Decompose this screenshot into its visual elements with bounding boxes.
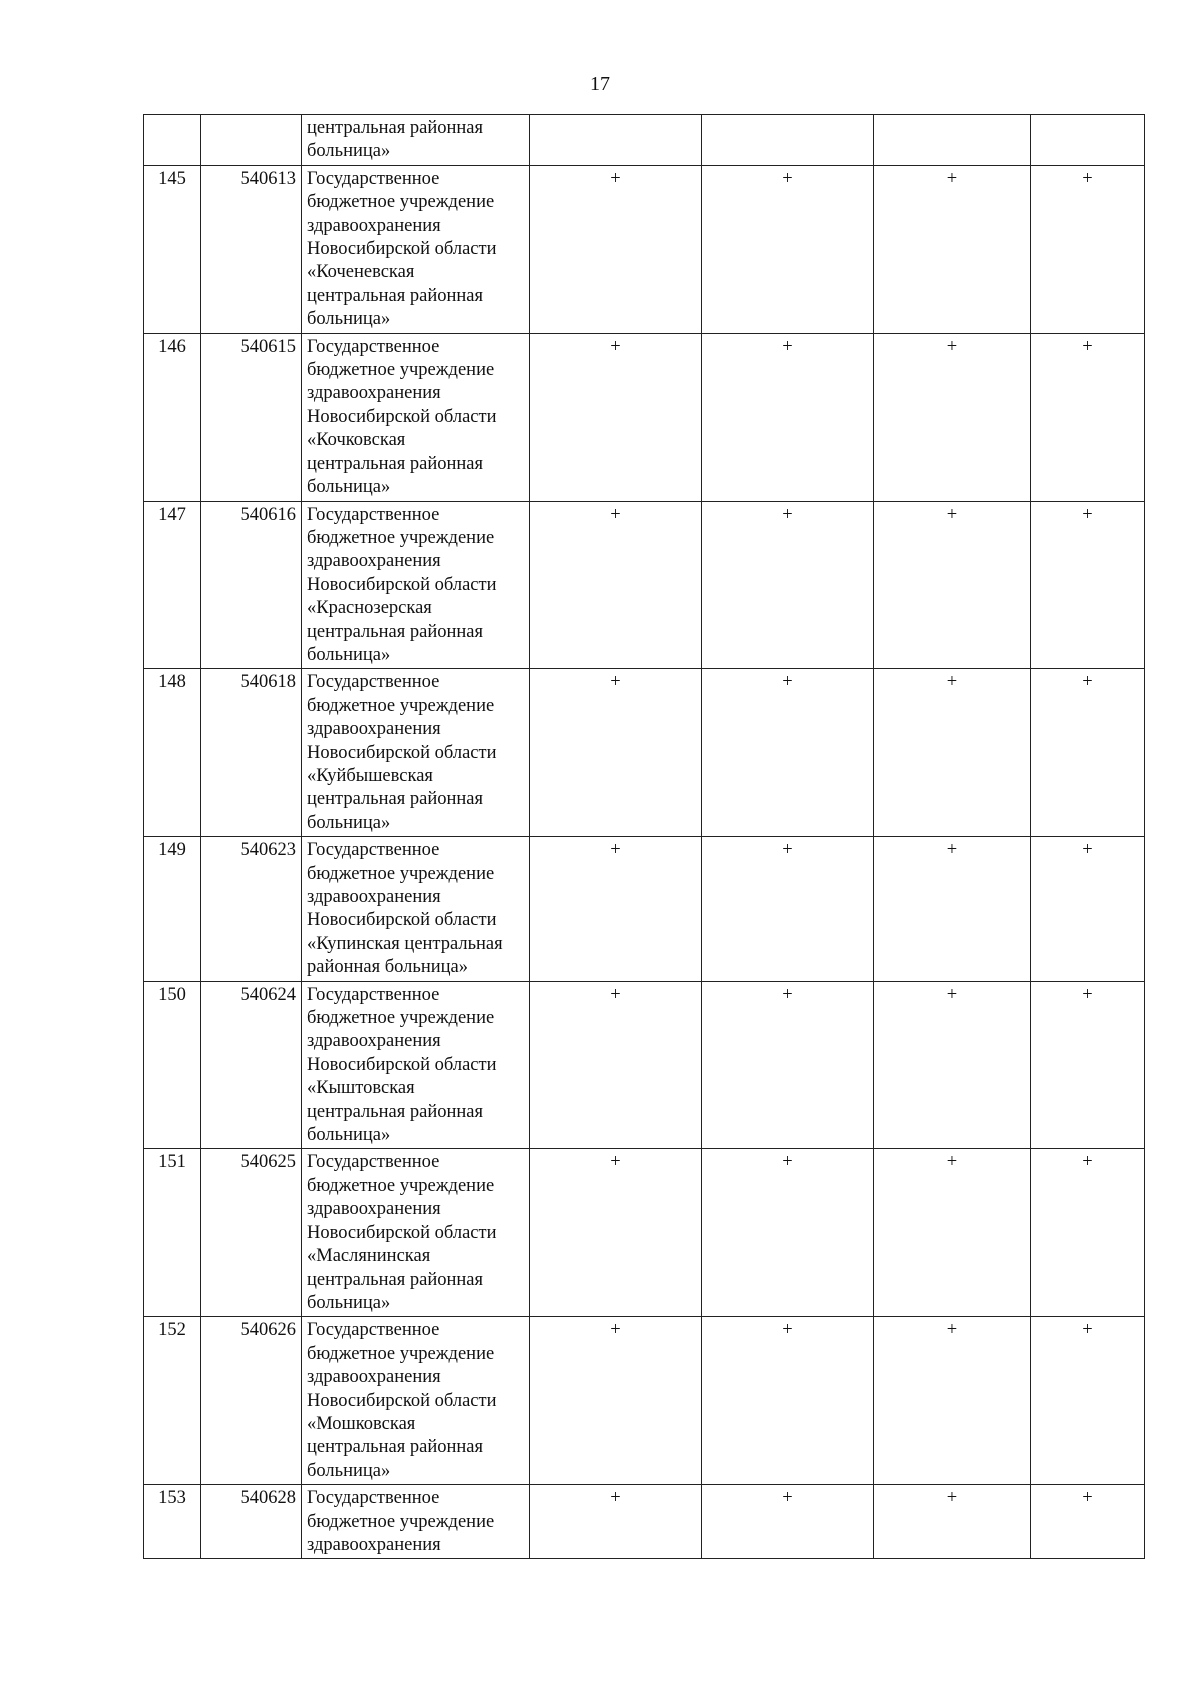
institution-code: 540625 <box>201 1149 302 1317</box>
institution-name-line: здравоохранения <box>307 383 441 404</box>
institution-name-line: Новосибирской области <box>307 406 497 427</box>
institution-name <box>302 1317 530 1485</box>
institution-name-line: Новосибирской области <box>307 1390 497 1411</box>
institution-name-line: Государственное <box>307 984 440 1005</box>
table-row <box>144 837 1145 981</box>
table-row <box>144 1317 1145 1485</box>
institution-code: 540613 <box>201 165 302 333</box>
mark-cell-2 <box>702 115 874 166</box>
mark-cell-1: + <box>530 837 702 981</box>
institution-name <box>302 669 530 837</box>
institution-name-line: Новосибирской области <box>307 910 497 931</box>
mark-cell-4: + <box>1031 981 1145 1149</box>
institution-name-line: «Маслянинская <box>307 1246 431 1267</box>
table-row <box>144 501 1145 669</box>
institution-name-line: бюджетное учреждение <box>307 1343 495 1364</box>
institution-name-line: бюджетное учреждение <box>307 695 495 716</box>
institution-name-line: больница» <box>307 644 391 665</box>
institution-name-line: Государственное <box>307 504 440 525</box>
mark-cell-1: + <box>530 1485 702 1559</box>
mark-cell-2: + <box>702 501 874 669</box>
institution-name-line: Государственное <box>307 1152 440 1173</box>
row-number <box>144 115 201 166</box>
institution-name-line: Новосибирской области <box>307 1054 497 1075</box>
table-row <box>144 669 1145 837</box>
mark-cell-1: + <box>530 501 702 669</box>
mark-cell-2: + <box>702 669 874 837</box>
mark-cell-1: + <box>530 669 702 837</box>
mark-cell-4: + <box>1031 1317 1145 1485</box>
institution-name-line: Новосибирской области <box>307 574 497 595</box>
institution-name-line: Новосибирской области <box>307 239 497 260</box>
institution-name-line: Государственное <box>307 1320 440 1341</box>
institution-name-line: бюджетное учреждение <box>307 1511 495 1532</box>
institution-name-line: Государственное <box>307 672 440 693</box>
institution-name-line: Государственное <box>307 1488 440 1509</box>
mark-cell-3: + <box>874 837 1031 981</box>
institution-name-line: больница» <box>307 141 391 162</box>
institution-name-line: бюджетное учреждение <box>307 527 495 548</box>
institution-name <box>302 837 530 981</box>
table-row <box>144 981 1145 1149</box>
row-number: 152 <box>144 1317 201 1485</box>
institution-name-line: центральная районная <box>307 453 483 474</box>
institution-name-line: бюджетное учреждение <box>307 360 495 381</box>
row-number: 153 <box>144 1485 201 1559</box>
institution-name-line: «Купинская центральная <box>307 933 503 954</box>
institution-name-line: бюджетное учреждение <box>307 1175 495 1196</box>
institution-name-line: Государственное <box>307 168 440 189</box>
institution-name-line: центральная районная <box>307 1269 483 1290</box>
mark-cell-1: + <box>530 333 702 501</box>
row-number: 150 <box>144 981 201 1149</box>
institution-name-line: центральная районная <box>307 789 483 810</box>
mark-cell-3: + <box>874 1149 1031 1317</box>
institution-code: 540628 <box>201 1485 302 1559</box>
mark-cell-3: + <box>874 501 1031 669</box>
table-row <box>144 1485 1145 1559</box>
mark-cell-3 <box>874 115 1031 166</box>
mark-cell-3: + <box>874 981 1031 1149</box>
table-row <box>144 115 1145 166</box>
mark-cell-3: + <box>874 333 1031 501</box>
mark-cell-2: + <box>702 837 874 981</box>
institution-name-line: больница» <box>307 309 391 330</box>
institution-name-line: здравоохранения <box>307 887 441 907</box>
institution-name-line: центральная районная <box>307 621 483 642</box>
institution-name-line: «Мошковская <box>307 1413 416 1434</box>
institution-name-line: здравоохранения <box>307 1031 441 1052</box>
institution-name-line: здравоохранения <box>307 551 441 572</box>
table-row <box>144 165 1145 333</box>
institution-name-line: бюджетное учреждение <box>307 192 495 213</box>
institution-name <box>302 981 530 1149</box>
institution-name-line: бюджетное учреждение <box>307 1008 495 1029</box>
table-row <box>144 333 1145 501</box>
institution-name-line: центральная районная <box>307 1437 483 1458</box>
institution-name-line: Государственное <box>307 840 440 861</box>
mark-cell-1: + <box>530 981 702 1149</box>
institution-name-line: больница» <box>307 1292 391 1313</box>
institution-name-line: больница» <box>307 1460 391 1481</box>
institution-code: 540618 <box>201 669 302 837</box>
institution-name <box>302 1149 530 1317</box>
institution-code: 540624 <box>201 981 302 1149</box>
institution-name-line: здравоохранения <box>307 215 441 236</box>
row-number: 149 <box>144 837 201 981</box>
row-number: 148 <box>144 669 201 837</box>
institution-name-line: бюджетное учреждение <box>307 863 495 884</box>
mark-cell-3: + <box>874 1485 1031 1559</box>
mark-cell-4: + <box>1031 1485 1145 1559</box>
mark-cell-3: + <box>874 669 1031 837</box>
institution-name <box>302 115 530 166</box>
institution-name-line: центральная районная <box>307 285 483 306</box>
institution-name-line: больница» <box>307 1125 391 1146</box>
mark-cell-1: + <box>530 1317 702 1485</box>
institution-name-line: центральная районная <box>307 1101 483 1122</box>
institution-name-line: районная больница» <box>307 957 469 978</box>
mark-cell-1: + <box>530 1149 702 1317</box>
mark-cell-4 <box>1031 115 1145 166</box>
mark-cell-2: + <box>702 981 874 1149</box>
institution-name-line: больница» <box>307 477 391 498</box>
mark-cell-4: + <box>1031 501 1145 669</box>
mark-cell-4: + <box>1031 837 1145 981</box>
institutions-table <box>143 114 1145 1559</box>
institution-name-line: «Краснозерская <box>307 598 432 619</box>
institution-name-line: «Коченевская <box>307 262 415 283</box>
institution-name-line: здравоохранения <box>307 719 441 740</box>
institution-name-line: «Кочковская <box>307 430 406 451</box>
institution-name-line: здравоохранения <box>307 1367 441 1388</box>
row-number: 146 <box>144 333 201 501</box>
mark-cell-3: + <box>874 165 1031 333</box>
institution-name-line: центральная районная <box>307 118 483 138</box>
mark-cell-2: + <box>702 333 874 501</box>
mark-cell-3: + <box>874 1317 1031 1485</box>
institution-name-line: Новосибирской области <box>307 1222 497 1243</box>
institution-name-line: Государственное <box>307 336 440 357</box>
table-body <box>144 115 1145 1559</box>
mark-cell-1 <box>530 115 702 166</box>
institution-code: 540616 <box>201 501 302 669</box>
institution-name-line: здравоохранения <box>307 1534 441 1555</box>
mark-cell-4: + <box>1031 165 1145 333</box>
institution-name-line: Новосибирской области <box>307 742 497 763</box>
mark-cell-4: + <box>1031 1149 1145 1317</box>
page-number: 17 <box>590 73 610 95</box>
table-row <box>144 1149 1145 1317</box>
institution-code <box>201 115 302 166</box>
mark-cell-1: + <box>530 165 702 333</box>
row-number: 147 <box>144 501 201 669</box>
institution-name <box>302 501 530 669</box>
mark-cell-2: + <box>702 1149 874 1317</box>
institution-name-line: больница» <box>307 812 391 833</box>
mark-cell-2: + <box>702 1485 874 1559</box>
institution-code: 540623 <box>201 837 302 981</box>
mark-cell-2: + <box>702 165 874 333</box>
row-number: 145 <box>144 165 201 333</box>
mark-cell-4: + <box>1031 333 1145 501</box>
institution-code: 540615 <box>201 333 302 501</box>
institution-name <box>302 165 530 333</box>
institution-name <box>302 333 530 501</box>
institution-name-line: «Куйбышевская <box>307 765 433 786</box>
institution-name-line: здравоохранения <box>307 1199 441 1220</box>
institution-name-line: «Кыштовская <box>307 1078 415 1099</box>
row-number: 151 <box>144 1149 201 1317</box>
mark-cell-4: + <box>1031 669 1145 837</box>
institution-name <box>302 1485 530 1559</box>
mark-cell-2: + <box>702 1317 874 1485</box>
institution-code: 540626 <box>201 1317 302 1485</box>
